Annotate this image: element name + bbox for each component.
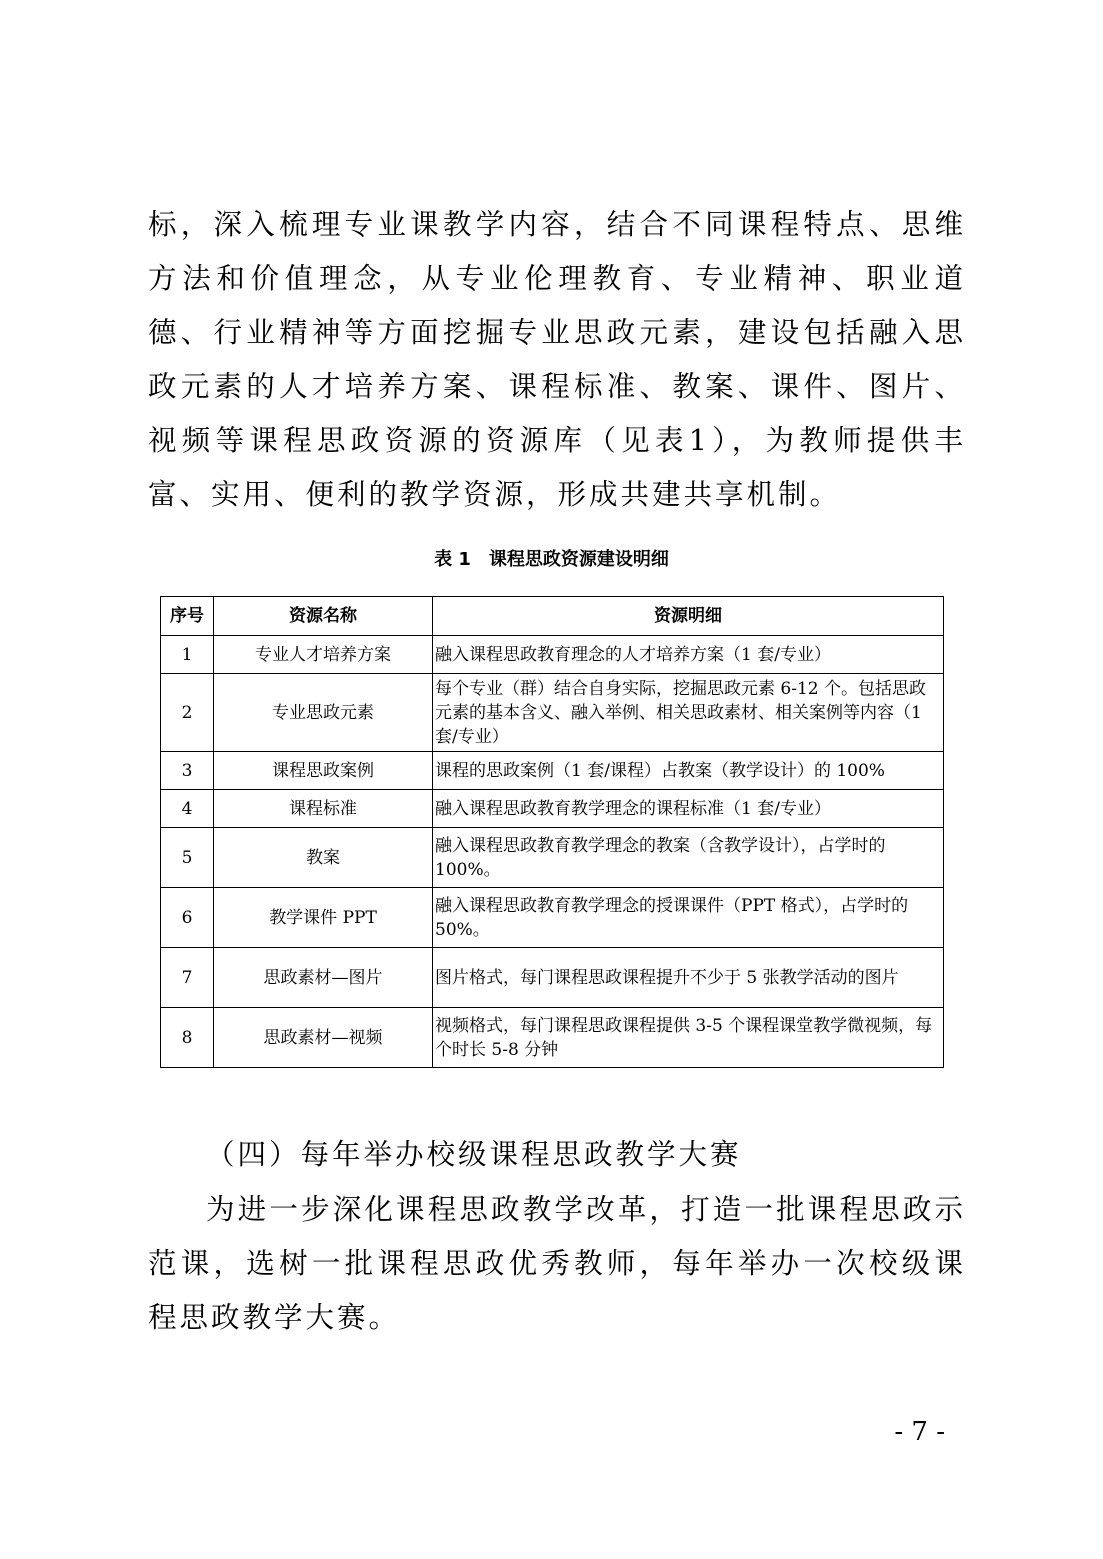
row-resource-name: 专业思政元素 xyxy=(214,674,433,752)
header-number: 序号 xyxy=(161,597,214,636)
row-resource-detail: 视频格式，每门课程思政课程提供 3-5 个课程课堂教学微视频，每个时长 5-8 分钟 xyxy=(433,1008,944,1068)
row-resource-detail: 课程的思政案例（1 套/课程）占教案（教学设计）的 100% xyxy=(433,752,944,790)
section-paragraph: 为进一步深化课程思政教学改革，打造一批课程思政示范课，选树一批课程思政优秀教师，每年举办一次校级课程思政教学大赛。 xyxy=(148,1193,966,1334)
row-resource-name: 教学课件 PPT xyxy=(214,888,433,948)
table-row xyxy=(161,752,944,790)
table-row xyxy=(161,1008,944,1068)
row-resource-name: 思政素材—视频 xyxy=(214,1008,433,1068)
row-resource-detail: 每个专业（群）结合自身实际，挖掘思政元素 6-12 个。包括思政元素的基本含义、融入举例、相关思政素材、相关案例等内容（1 套/专业） xyxy=(433,674,944,752)
row-number: 4 xyxy=(161,790,214,828)
table-row xyxy=(161,888,944,948)
row-number: 6 xyxy=(161,888,214,948)
table-row xyxy=(161,790,944,828)
table-row xyxy=(161,828,944,888)
row-number: 5 xyxy=(161,828,214,888)
row-number: 2 xyxy=(161,674,214,752)
row-resource-detail: 图片格式，每门课程思政课程提升不少于 5 张教学活动的图片 xyxy=(433,948,944,1008)
row-number: 7 xyxy=(161,948,214,1008)
row-resource-name: 思政素材—图片 xyxy=(214,948,433,1008)
page-number: - 7 - xyxy=(894,1417,945,1447)
resource-table xyxy=(160,596,944,1068)
intro-paragraph: 标，深入梳理专业课教学内容，结合不同课程特点、思维方法和价值理念，从专业伦理教育、专业精神、职业道德、行业精神等方面挖掘专业思政元素，建设包括融入思政元素的人才培养方案、课程标准、教案、课件、图片、视频等课程思政资源的资源库（见表1），为教师提供丰富、实用、便利的教学资源，形成共建共享机制。 xyxy=(148,208,966,511)
row-resource-name: 课程思政案例 xyxy=(214,752,433,790)
table-header-row xyxy=(161,597,944,636)
table-caption: 表 1 课程思政资源建设明细 xyxy=(434,549,669,570)
row-resource-name: 课程标准 xyxy=(214,790,433,828)
table-row xyxy=(161,948,944,1008)
row-resource-detail: 融入课程思政教育理念的人才培养方案（1 套/专业） xyxy=(433,636,944,674)
row-number: 1 xyxy=(161,636,214,674)
row-resource-name: 专业人才培养方案 xyxy=(214,636,433,674)
section-heading: （四）每年举办校级课程思政教学大赛 xyxy=(206,1138,742,1171)
row-resource-detail: 融入课程思政教育教学理念的授课课件（PPT 格式），占学时的 50%。 xyxy=(433,888,944,948)
row-resource-detail: 融入课程思政教育教学理念的课程标准（1 套/专业） xyxy=(433,790,944,828)
row-number: 3 xyxy=(161,752,214,790)
header-resource-name: 资源名称 xyxy=(214,597,433,636)
header-resource-detail: 资源明细 xyxy=(433,597,944,636)
row-resource-detail: 融入课程思政教育教学理念的教案（含教学设计），占学时的 100%。 xyxy=(433,828,944,888)
table-row xyxy=(161,636,944,674)
row-number: 8 xyxy=(161,1008,214,1068)
row-resource-name: 教案 xyxy=(214,828,433,888)
table-row xyxy=(161,674,944,752)
